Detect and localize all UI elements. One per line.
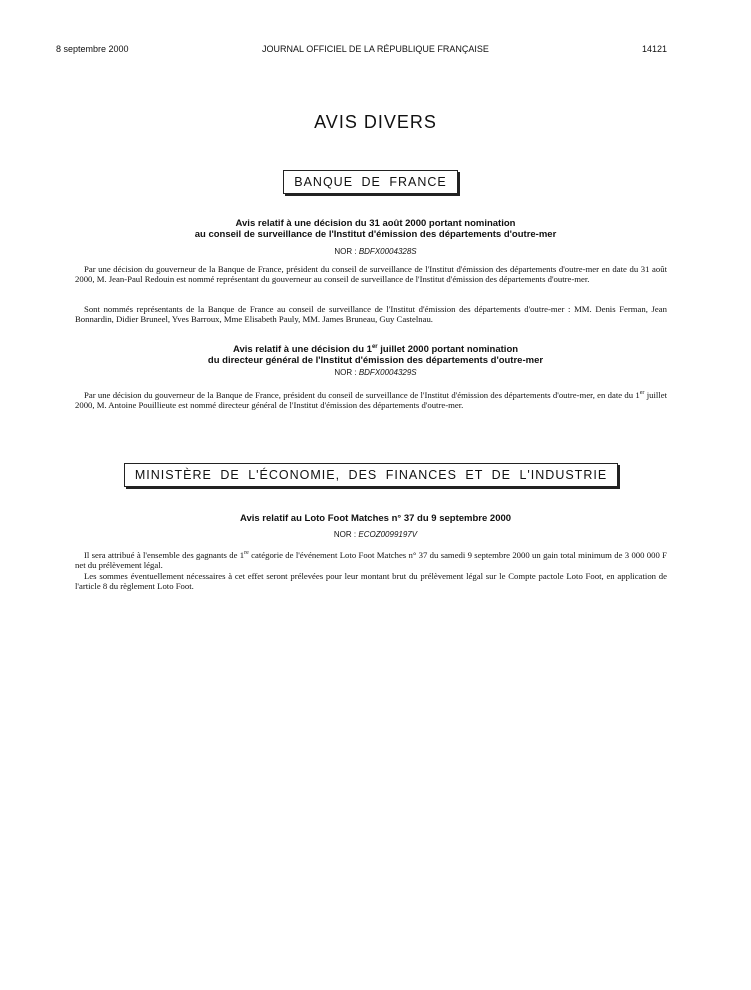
avis2-paragraph-1: Par une décision du gouverneur de la Banque de France, président du conseil de surveillance de l'Institut d'émission des départements d'outre-mer, en date du 1er juillet 2000, M. Antoine Pouillieute est nommé directeur général de l'Institut d'émission des départements d'outre-mer. (75, 389, 667, 410)
main-title: AVIS DIVERS (314, 112, 437, 132)
avis1-paragraph-1: Par une décision du gouverneur de la Banque de France, président du conseil de surveillance de l'Institut d'émission des départements d'outre-mer en date du 31 août 2000, M. Jean-Paul Redouin est nommé représentant du gouverneur au conseil de surveillance de l'Institut d'émission des départements d'outre-mer. (75, 264, 667, 284)
avis1-title (0, 219, 751, 240)
avis3-paragraph-1: Il sera attribué à l'ensemble des gagnants de 1re catégorie de l'événement Loto Foot Matches n° 37 du samedi 9 septembre 2000 un gain total minimum de 3 000 000 F net du prélèvement légal. (75, 549, 667, 570)
section-heading-banque-de-france: BANQUE DE FRANCE (283, 170, 458, 194)
avis1-paragraph-2: Sont nommés représentants de la Banque de France au conseil de surveillance de l'Institut d'émission des départements d'outre-mer : MM. Denis Ferman, Jean Bonnardin, Didier Bruneel, Yves Barroux, Mme Elisabeth Pauly, MM. James Bruneau, Guy Castelnau. (75, 304, 667, 324)
avis3-paragraph-2: Les sommes éventuellement nécessaires à cet effet seront prélevées pour leur montant brut du prélèvement légal sur le Compte pactole Loto Foot, en application de l'article 8 du règlement Loto Foot. (75, 571, 667, 591)
avis3-title: Avis relatif au Loto Foot Matches n° 37 du 9 septembre 2000 (239, 513, 512, 524)
avis2-title (0, 342, 751, 366)
nor-label: NOR : (333, 530, 357, 539)
avis2-title-line2: du directeur général de l'Institut d'émission des départements d'outre-mer (207, 354, 544, 366)
nor-code: BDFX0004329S (358, 368, 417, 377)
nor-code: ECOZ0099197V (358, 530, 418, 539)
avis1-title-line2: au conseil de surveillance de l'Institut d'émission des départements d'outre-mer (194, 228, 557, 240)
nor-label: NOR : (334, 368, 357, 377)
avis1-title-line1: Avis relatif à une décision du 31 août 2000 portant nomination (235, 218, 516, 229)
avis1-nor (0, 247, 751, 256)
nor-code: BDFX0004328S (358, 247, 417, 256)
avis3-nor (0, 530, 751, 539)
section-heading-ministere: MINISTÈRE DE L'ÉCONOMIE, DES FINANCES ET DE L'INDUSTRIE (124, 463, 618, 487)
page-number: 14121 (641, 44, 667, 54)
journal-title: JOURNAL OFFICIEL DE LA RÉPUBLIQUE FRANÇAISE (262, 44, 489, 54)
avis2-nor (0, 368, 751, 377)
nor-label: NOR : (334, 247, 357, 256)
header-date: 8 septembre 2000 (56, 44, 129, 54)
avis2-title-line1: Avis relatif à une décision du 1er juillet 2000 portant nomination (232, 344, 519, 356)
